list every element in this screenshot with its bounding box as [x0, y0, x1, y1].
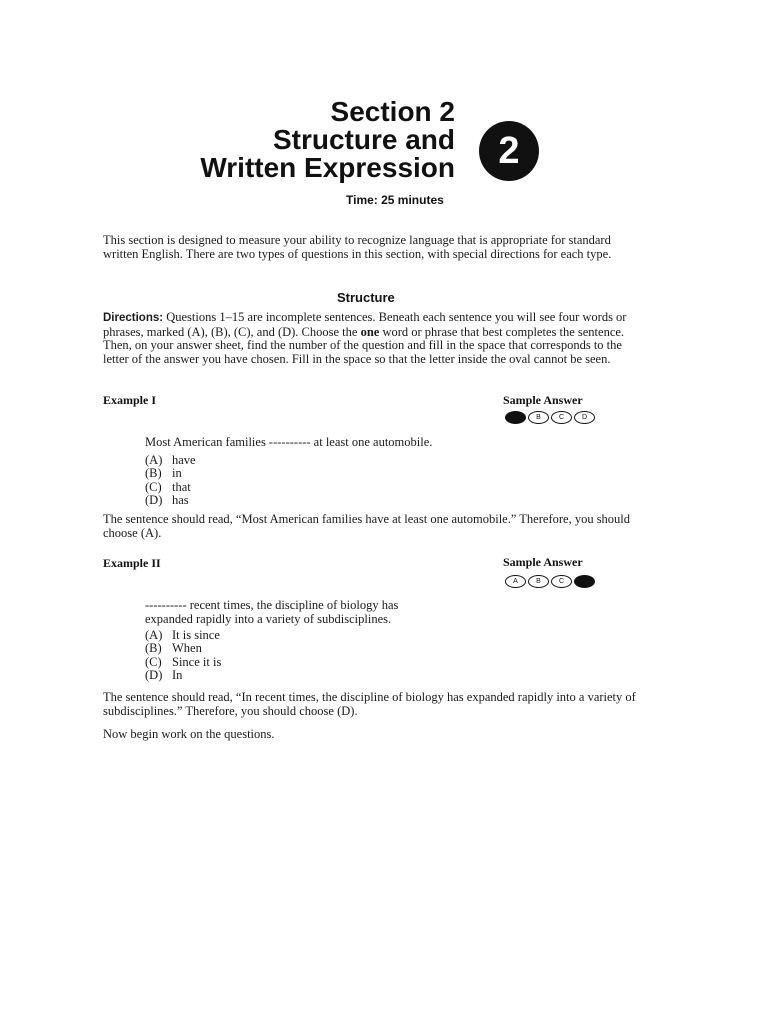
example-2-choices [145, 629, 221, 682]
choice-letter: (B) [145, 641, 162, 656]
answer-oval-a: A [505, 575, 526, 588]
choice-row [145, 454, 196, 467]
answer-oval-a-filled: A [505, 411, 526, 424]
choice-letter: (C) [145, 654, 162, 669]
example-1-label: Example I [103, 393, 157, 407]
answer-oval-d-filled: D [574, 575, 595, 588]
choice-text: has [172, 492, 189, 507]
example-2-sample-label: Sample Answer [503, 555, 583, 569]
structure-heading: Structure [337, 290, 395, 305]
title-line-2: Structure and [272, 124, 455, 155]
choice-letter: (D) [145, 492, 163, 507]
example-2-answer-ovals [505, 575, 595, 588]
choice-row [145, 467, 196, 480]
choice-letter: (C) [145, 479, 162, 494]
directions-paragraph [103, 311, 638, 366]
choice-letter: (D) [145, 667, 163, 682]
choice-letter: (A) [145, 453, 163, 467]
choice-row [145, 669, 221, 682]
choice-text: When [172, 641, 202, 656]
title-line-3: Written Expression [200, 152, 455, 183]
example-1-choices [145, 454, 196, 507]
choice-row [145, 481, 196, 494]
section-number-badge: 2 [479, 121, 539, 181]
choice-letter: (A) [145, 628, 163, 642]
answer-oval-d: D [574, 411, 595, 424]
answer-oval-b: B [528, 411, 549, 424]
answer-oval-c: C [551, 575, 572, 588]
answer-oval-c: C [551, 411, 572, 424]
intro-paragraph: This section is designed to measure your ability to recognize language that is appropriate for standard written English. There are two types of questions in this section, with special directions for each type. [103, 233, 612, 261]
choice-text: In [172, 667, 183, 682]
section-title [150, 98, 455, 182]
directions-label: Directions: [103, 312, 164, 324]
choice-text: that [172, 479, 191, 494]
example-1-sample-label: Sample Answer [503, 393, 583, 407]
example-2-explanation: The sentence should read, “In recent times, the discipline of biology has expanded rapidly into a variety of subdisciplines.” Therefore, you should choose (D). [103, 690, 636, 718]
choice-text: It is since [172, 628, 220, 642]
title-line-1: Section 2 [330, 96, 455, 127]
example-1-question: Most American families ---------- at least one automobile. [145, 435, 433, 449]
choice-letter: (B) [145, 466, 162, 481]
choice-row [145, 629, 221, 642]
example-1-explanation: The sentence should read, “Most American families have at least one automobile.” Therefore, you should choose (A). [103, 512, 631, 540]
choice-row [145, 656, 221, 669]
directions-text-1: Questions 1–15 are incomplete sentences. Beneath each sentence you will see four words or phrases, marked (A), (B), (C), and (D). Choose the [103, 310, 627, 339]
directions-text-2: word or phrase that best completes the sentence. Then, on your answer sheet, find the number of the question and fill in the space that corresponds to the letter of the answer you have chosen. Fill in the space so that the letter inside the oval cannot be seen. [103, 324, 625, 366]
choice-text: Since it is [172, 654, 222, 669]
example-1-answer-ovals [505, 411, 595, 424]
answer-oval-b: B [528, 575, 549, 588]
choice-row [145, 494, 196, 507]
example-2-question: ---------- recent times, the discipline of biology has expanded rapidly into a variety of subdisciplines. [145, 598, 399, 626]
choice-text: have [172, 453, 196, 467]
time-limit: Time: 25 minutes [346, 193, 444, 207]
directions-emphasis: one [360, 324, 380, 339]
example-2-label: Example II [103, 556, 161, 570]
choice-text: in [172, 466, 182, 481]
closing-instruction: Now begin work on the questions. [103, 727, 275, 741]
choice-row [145, 642, 221, 655]
